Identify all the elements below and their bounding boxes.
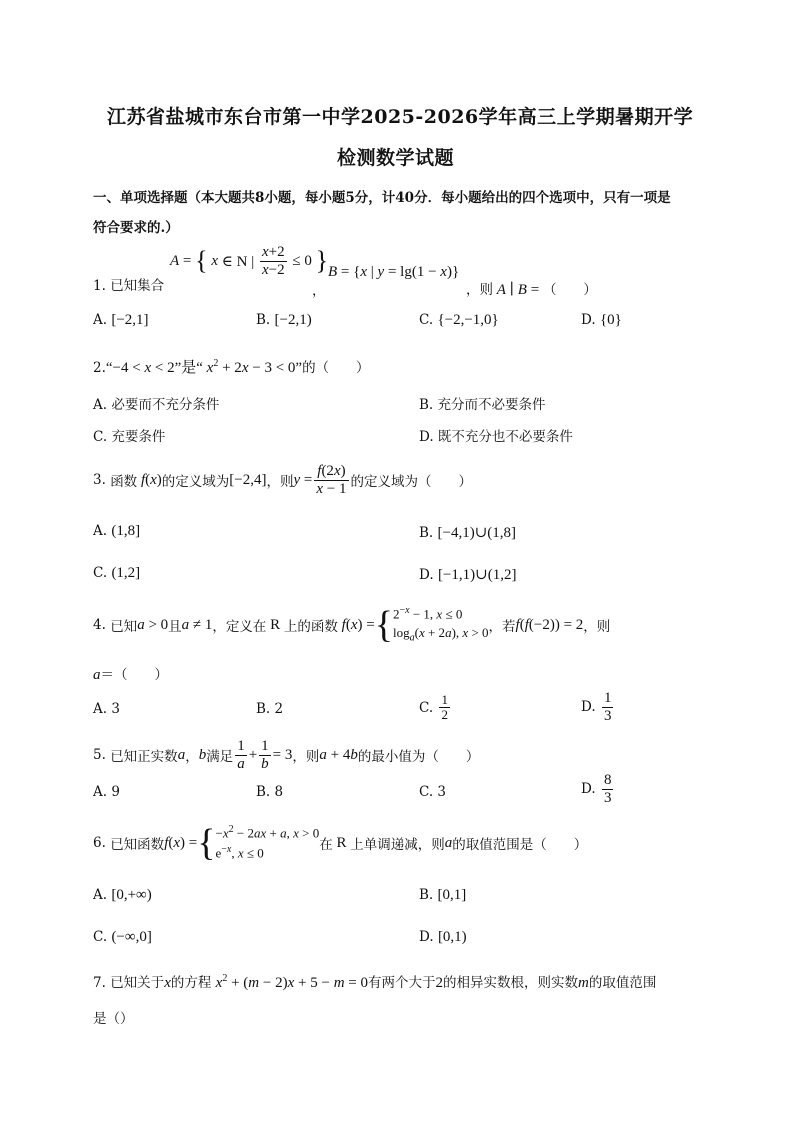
- q2-option-b: B. 充分而不必要条件: [419, 397, 546, 413]
- q5-option-b: B. 8: [256, 784, 284, 800]
- question-5: 5. 已知正实数 a ， b 满足 $\frac{1}{a}$ + $\frac{1}{b}$ = 3 ，则 a + 4b 的最小值为（ ）: [93, 738, 480, 772]
- q4-answer-line: a＝（ ）: [93, 667, 168, 683]
- q6-option-d: D. [0,1): [419, 929, 467, 945]
- q3-option-a: A. (1,8]: [93, 523, 141, 539]
- section-header-line-2: 符合要求的.）: [93, 220, 179, 236]
- q4-option-c: C. $\frac{1}{2}$: [419, 692, 448, 723]
- q1-set-b: B = {x | y = lg(1 − x)}: [328, 264, 460, 280]
- q1-option-c: C. {−2,−1,0}: [419, 312, 499, 328]
- q3-option-d: D. [−1,1)∪(1,2]: [419, 567, 517, 583]
- q6-option-b: B. [0,1]: [419, 887, 467, 903]
- q1-option-a: A. [−2,1]: [93, 312, 149, 328]
- q3-option-b: B. [−4,1)∪(1,8]: [419, 525, 517, 541]
- q1-then: ，则 A ∣ B = （ ）: [466, 282, 597, 298]
- q2-option-d: D. 既不充分也不必要条件: [419, 429, 573, 445]
- q1-set-a: A = { x ∈ N | $\frac{x+2}{x-2}$ ≤ 0 }: [170, 244, 329, 278]
- q1-prefix: 已知集合: [110, 278, 165, 294]
- q5-option-a: A. 9: [93, 784, 120, 800]
- q4-option-a: A. 3: [93, 701, 120, 717]
- q1-option-b: B. [−2,1): [256, 312, 312, 328]
- q2-option-a: A. 必要而不充分条件: [93, 397, 220, 413]
- q4-option-b: B. 2: [256, 701, 284, 717]
- q5-option-c: C. 3: [419, 784, 447, 800]
- q1-number: 1.: [93, 278, 106, 294]
- question-1: [93, 244, 164, 294]
- question-4: 4. 已知 a > 0 且 a ≠ 1 ，定义在 R 上的函数 f(x) = { $2^{-x} - 1$, x ≤ 0 $\log_a(x + 2a)$, x > 0 ，若 f(f(−2)) = 2 ，则: [93, 604, 611, 646]
- q1-option-d: D. {0}: [581, 312, 622, 328]
- q6-option-a: A. [0,+∞): [93, 887, 152, 903]
- q5-option-d: D. $\frac{8}{3}$: [581, 772, 612, 806]
- title-line-1: 江苏省盐城市东台市第一中学2025-2026学年高三上学期暑期开学: [107, 106, 694, 128]
- question-7: 7. 已知关于x的方程 $x^2 + (m - 2)x + 5 - m = 0$有两个大于2的相异实数根，则实数m的取值范围: [93, 973, 657, 991]
- question-6: 6. 已知函数 f(x) = { $-x^2 - 2ax + a$, x > 0 $e^{-x}$, x ≤ 0 在 R 上单调递减，则 a 的取值范围是（ ）: [93, 822, 588, 864]
- q2-option-c: C. 充要条件: [93, 429, 166, 445]
- question-2: 2.“−4 < x < 2”是“ $x^2 + 2x - 3 < 0$”的（ ）: [93, 358, 370, 376]
- q4-option-d: D. $\frac{1}{3}$: [581, 690, 612, 724]
- title-line-2: 检测数学试题: [337, 147, 455, 169]
- q7-line-2: 是（）: [93, 1011, 134, 1027]
- q6-option-c: C. (−∞,0]: [93, 929, 152, 945]
- q3-option-c: C. (1,2]: [93, 565, 141, 581]
- section-header-line-1: 一、单项选择题（本大题共8小题，每小题5分，计40分．每小题给出的四个选项中，只有一项是: [93, 190, 671, 206]
- question-3: 3. 函数 f(x) 的定义域为 [−2,4] ，则 y = $\frac{f(2x)}{x - 1}$ 的定义域为（ ）: [93, 463, 473, 497]
